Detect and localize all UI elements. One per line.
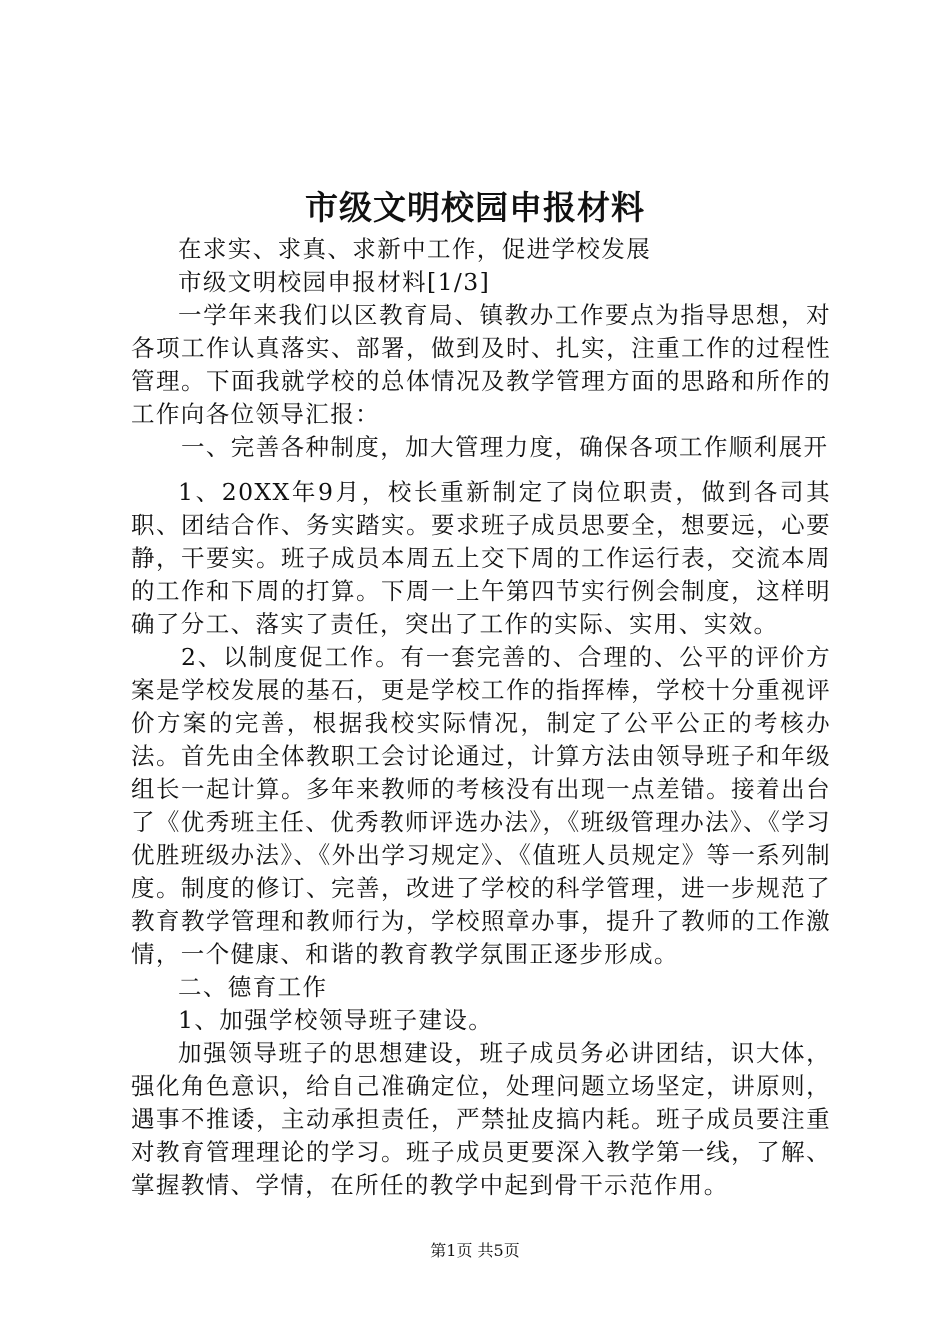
- paragraph-item-1: 1、20XX年9月，校长重新制定了岗位职责，做到各司其职、团结合作、务实踏实。要求班子成员思要全，想要远，心要静，干要实。班子成员本周五上交下周的工作运行表，交流本周的工作和下周的打算。下周一上午第四节实行例会制度，这样明确了分工、落实了责任，突出了工作的实际、实用、实效。: [131, 478, 831, 638]
- paragraph-item-2: 2、以制度促工作。有一套完善的、合理的、公平的评价方案是学校发展的基石，更是学校工作的指挥棒，学校十分重视评价方案的完善，根据我校实际情况，制定了公平公正的考核办法。首先由全体教职工会讨论通过，计算方法由领导班子和年级组长一起计算。多年来教师的考核没有出现一点差错。接着出台了《优秀班主任、优秀教师评选办法》，《班级管理办法》、《学习优胜班级办法》、《外出学习规定》、《值班人员规定》等一系列制度。制度的修订、完善，改进了学校的科学管理，进一步规范了教育教学管理和教师行为，学校照章办事，提升了教师的工作激情，一个健康、和谐的教育教学氛围正逐步形成。: [131, 643, 831, 968]
- intro-paragraph: 一学年来我们以区教育局、镇教办工作要点为指导思想，对各项工作认真落实、部署，做到及时、扎实，注重工作的过程性管理。下面我就学校的总体情况及教学管理方面的思路和所作的工作向各位领导汇报：: [131, 301, 831, 428]
- subsection-heading-1: 1、加强学校领导班子建设。: [178, 1006, 494, 1034]
- document-body: [131, 233, 831, 1202]
- subtitle-line: 在求实、求真、求新中工作，促进学校发展: [178, 235, 652, 263]
- paragraph-leadership: 加强领导班子的思想建设，班子成员务必讲团结，识大体，强化角色意识，给自己准确定位，处理问题立场坚定，讲原则，遇事不推诿，主动承担责任，严禁扯皮搞内耗。班子成员要注重对教育管理理论的学习。班子成员更要深入教学第一线，了解、掌握教情、学情，在所任的教学中起到骨干示范作用。: [131, 1039, 831, 1199]
- material-label-line: 市级文明校园申报材料[1/3]: [178, 268, 491, 296]
- page-footer: [0, 1241, 950, 1261]
- section-heading-2: 二、德育工作: [178, 973, 328, 1001]
- section-heading-1: 一、完善各种制度，加大管理力度，确保各项工作顺利展开: [181, 433, 829, 461]
- document-title: 市级文明校园申报材料: [305, 188, 645, 227]
- page-number-label: 第1页 共5页: [430, 1241, 520, 1260]
